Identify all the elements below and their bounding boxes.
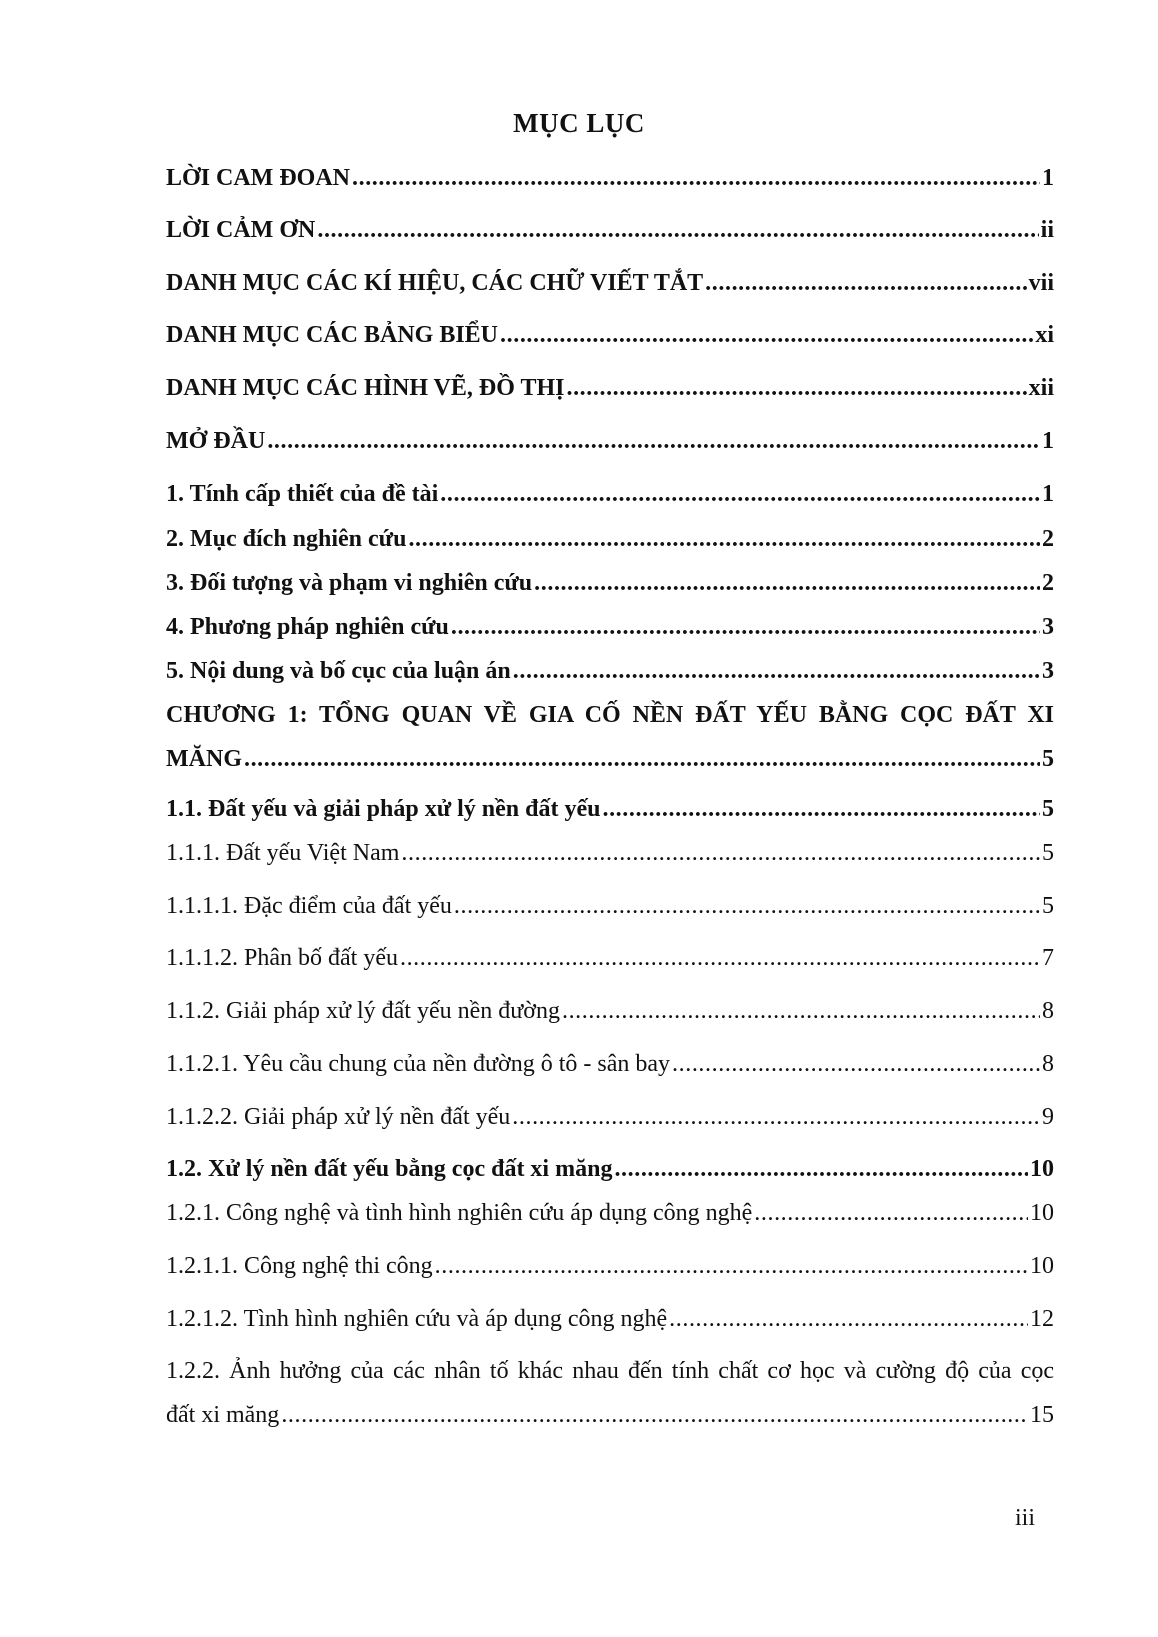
toc-entry[interactable] xyxy=(166,838,1054,868)
toc-entry-page: xi xyxy=(1035,322,1054,348)
toc-entry[interactable] xyxy=(166,426,1054,456)
toc-entry-page: 5 xyxy=(1042,893,1054,919)
toc-entry-page: vii xyxy=(1028,270,1054,296)
toc-entry-text-continued: đất xi măng xyxy=(166,1402,280,1428)
toc-entry-page: 10 xyxy=(1030,1156,1054,1182)
toc-entry-text: 1.2.1. Công nghệ và tình hình nghiên cứu áp dụng công nghệ xyxy=(166,1200,753,1226)
toc-leader-dots xyxy=(512,1102,1040,1132)
toc-leader-dots xyxy=(669,1304,1028,1334)
toc-entry-text: 1. Tính cấp thiết của đề tài xyxy=(166,481,439,507)
toc-entry[interactable] xyxy=(166,320,1054,350)
toc-entry-text: 1.2.1.2. Tình hình nghiên cứu và áp dụng công nghệ xyxy=(166,1306,668,1332)
toc-entry-page: 1 xyxy=(1042,481,1054,507)
toc-entry-text: LỜI CẢM ƠN xyxy=(166,217,316,243)
toc-entry-page: 3 xyxy=(1042,614,1054,640)
toc-entry-page: 3 xyxy=(1042,658,1054,684)
toc-entry-text: 5. Nội dung và bố cục của luận án xyxy=(166,658,511,684)
toc-entry-text: 1.2.2. Ảnh hưởng của các nhân tố khác nhau đến tính chất cơ học và cường độ của cọc xyxy=(166,1358,1054,1384)
toc-entry[interactable] xyxy=(166,1198,1054,1228)
toc-entry[interactable] xyxy=(166,373,1054,403)
toc-leader-dots xyxy=(352,163,1040,193)
toc-entry-page: 5 xyxy=(1042,840,1054,866)
toc-entry-text: 1.2.1.1. Công nghệ thi công xyxy=(166,1253,433,1279)
toc-entry-page: 15 xyxy=(1030,1402,1054,1428)
toc-entry[interactable] xyxy=(166,163,1054,193)
toc-entry-text: 1.1. Đất yếu và giải pháp xử lý nền đất yếu xyxy=(166,796,601,822)
toc-leader-dots xyxy=(435,1251,1028,1281)
toc-leader-dots xyxy=(317,215,1038,245)
toc-entry-page: 12 xyxy=(1030,1306,1054,1332)
toc-leader-dots xyxy=(408,524,1040,554)
toc-entry[interactable] xyxy=(166,479,1054,509)
toc-entry[interactable] xyxy=(166,268,1054,298)
toc-leader-dots xyxy=(440,479,1040,509)
toc-leader-dots xyxy=(281,1400,1028,1430)
toc-entry-page: 2 xyxy=(1042,526,1054,552)
toc-entry-page: 1 xyxy=(1042,428,1054,454)
toc-entry[interactable] xyxy=(166,1356,1054,1430)
toc-leader-dots xyxy=(451,612,1040,642)
toc-entry-page: xii xyxy=(1028,375,1054,401)
toc-leader-dots xyxy=(267,426,1040,456)
toc-entry[interactable] xyxy=(166,1049,1054,1079)
toc-leader-dots xyxy=(500,320,1033,350)
toc-leader-dots xyxy=(401,838,1040,868)
toc-entry-text: 4. Phương pháp nghiên cứu xyxy=(166,614,449,640)
toc-leader-dots xyxy=(602,794,1040,824)
toc-entry-text: 3. Đối tượng và phạm vi nghiên cứu xyxy=(166,570,533,596)
toc-entry[interactable] xyxy=(166,1304,1054,1334)
toc-entry-text: MỞ ĐẦU xyxy=(166,428,266,454)
toc-entry[interactable] xyxy=(166,1154,1054,1184)
toc-leader-dots xyxy=(754,1198,1028,1228)
toc-entry-text: 1.1.2.1. Yêu cầu chung của nền đường ô tô - sân bay xyxy=(166,1051,671,1077)
toc-entry-page: 10 xyxy=(1030,1253,1054,1279)
toc-entry[interactable] xyxy=(166,656,1054,686)
toc-entry-page: 7 xyxy=(1042,945,1054,971)
toc-entry-chapter-1[interactable] xyxy=(166,700,1054,774)
page-title: MỤC LỤC xyxy=(513,108,645,138)
toc-leader-dots xyxy=(513,656,1040,686)
toc-entry-text: 1.1.2.2. Giải pháp xử lý nền đất yếu xyxy=(166,1104,511,1130)
toc-leader-dots xyxy=(566,373,1026,403)
page-number: iii xyxy=(1015,1505,1036,1531)
toc-leader-dots xyxy=(534,568,1040,598)
toc-entry-page: 9 xyxy=(1042,1104,1054,1130)
toc-entry-page: 8 xyxy=(1042,998,1054,1024)
toc-entry[interactable] xyxy=(166,524,1054,554)
toc-entry[interactable] xyxy=(166,568,1054,598)
toc-entry-text: 1.2. Xử lý nền đất yếu bằng cọc đất xi măng xyxy=(166,1156,613,1182)
toc-leader-dots xyxy=(244,744,1040,774)
toc-entry-text: DANH MỤC CÁC HÌNH VẼ, ĐỒ THỊ xyxy=(166,375,565,401)
toc-entry[interactable] xyxy=(166,891,1054,921)
toc-leader-dots xyxy=(562,996,1040,1026)
toc-entry-text: 1.1.1. Đất yếu Việt Nam xyxy=(166,840,400,866)
toc-leader-dots xyxy=(400,943,1040,973)
toc-leader-dots xyxy=(672,1049,1040,1079)
toc-entry[interactable] xyxy=(166,943,1054,973)
toc-leader-dots xyxy=(454,891,1040,921)
toc-entry-page: 8 xyxy=(1042,1051,1054,1077)
toc-entry[interactable] xyxy=(166,1251,1054,1281)
toc-leader-dots xyxy=(705,268,1026,298)
toc-entry-text: LỜI CAM ĐOAN xyxy=(166,165,350,191)
toc-entry-text-continued: MĂNG xyxy=(166,746,242,772)
toc-entry-text: DANH MỤC CÁC BẢNG BIỂU xyxy=(166,322,499,348)
toc-entry-text: 1.1.2. Giải pháp xử lý đất yếu nền đường xyxy=(166,998,560,1024)
toc-entry-text: DANH MỤC CÁC KÍ HIỆU, CÁC CHỮ VIẾT TẮT xyxy=(166,270,704,296)
toc-entry-page: 1 xyxy=(1042,165,1054,191)
toc-entry[interactable] xyxy=(166,215,1054,245)
toc-entry-text: 2. Mục đích nghiên cứu xyxy=(166,526,407,552)
toc-entry-page: ii xyxy=(1040,217,1054,243)
toc-leader-dots xyxy=(614,1154,1028,1184)
toc-entry[interactable] xyxy=(166,794,1054,824)
toc-entry-text: 1.1.1.2. Phân bố đất yếu xyxy=(166,945,398,971)
toc-entry-text: 1.1.1.1. Đặc điểm của đất yếu xyxy=(166,893,452,919)
toc-entry-page: 5 xyxy=(1042,746,1054,772)
toc-entry[interactable] xyxy=(166,1102,1054,1132)
toc-entry-page: 2 xyxy=(1042,570,1054,596)
toc-entry-page: 10 xyxy=(1030,1200,1054,1226)
toc-entry-text: CHƯƠNG 1: TỔNG QUAN VỀ GIA CỐ NỀN ĐẤT YẾU BẰNG CỌC ĐẤT XI xyxy=(166,702,1054,728)
toc-entry[interactable] xyxy=(166,612,1054,642)
toc-entry-page: 5 xyxy=(1042,796,1054,822)
toc-entry[interactable] xyxy=(166,996,1054,1026)
